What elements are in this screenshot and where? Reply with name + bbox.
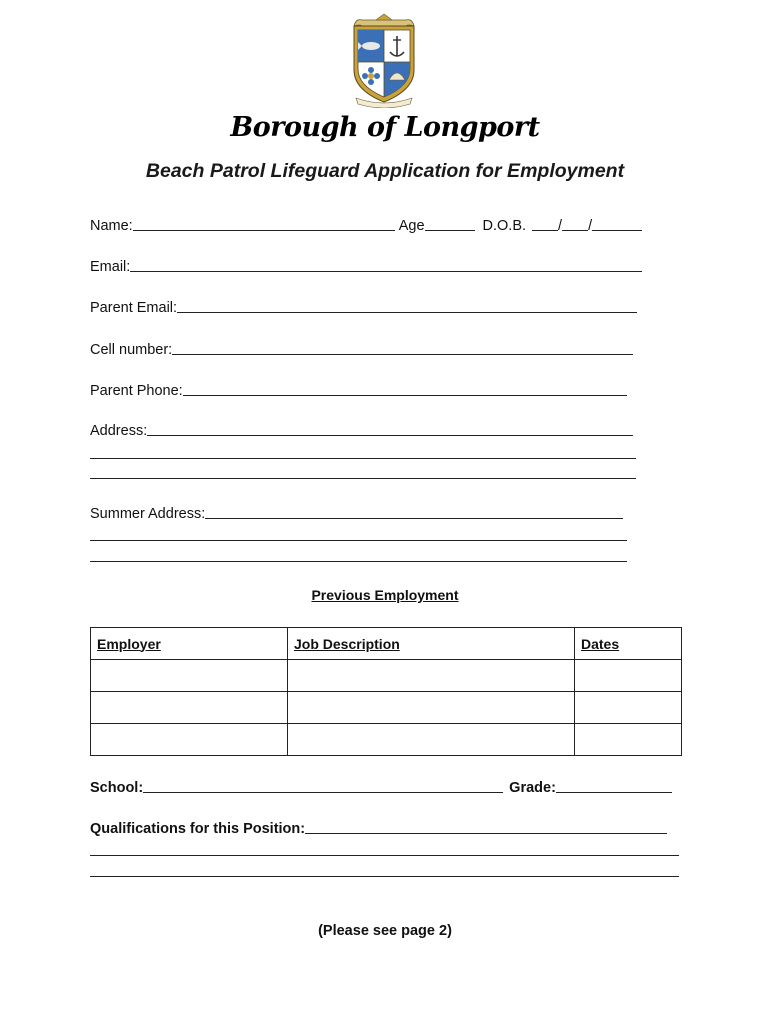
qualifications-line-2[interactable] [90,855,679,856]
table-header-row [91,628,682,660]
dates-cell[interactable] [575,660,682,692]
dob-separator: / [558,218,563,234]
table-row [91,660,682,692]
cell-number-row [90,340,633,358]
address-field[interactable] [147,421,633,436]
grade-label: Grade: [509,780,556,796]
summer-address-field[interactable] [205,504,623,519]
document-subtitle: Beach Patrol Lifeguard Application for Employment [145,160,625,182]
school-field[interactable] [143,778,503,793]
column-header-dates: Dates [575,628,682,660]
table-row [91,724,682,756]
previous-employment-heading: Previous Employment [311,587,459,603]
summer-address-line-3[interactable] [90,561,627,562]
name-age-dob-row [90,216,642,234]
qualifications-label: Qualifications for this Position: [90,821,306,837]
column-header-job-description: Job Description [288,628,575,660]
table-row [91,692,682,724]
address-label: Address: [90,423,148,439]
summer-address-label: Summer Address: [90,506,206,522]
address-line-2[interactable] [90,458,636,459]
qualifications-line-3[interactable] [90,876,679,877]
dates-cell[interactable] [575,692,682,724]
employer-cell[interactable] [91,724,288,756]
summer-address-row [90,504,623,522]
address-row [90,421,633,439]
job-description-cell[interactable] [288,660,575,692]
dates-cell[interactable] [575,724,682,756]
name-field[interactable] [133,216,395,231]
age-label: Age [398,218,425,234]
age-field[interactable] [425,216,475,231]
cell-number-field[interactable] [172,340,633,355]
parent-email-field[interactable] [177,298,637,313]
email-label: Email: [90,259,131,275]
parent-phone-label: Parent Phone: [90,383,183,399]
parent-email-row [90,298,637,316]
previous-employment-table [90,627,682,756]
name-label: Name: [90,218,133,234]
parent-phone-row [90,381,627,399]
borough-crest-icon [346,12,422,108]
cell-number-label: Cell number: [90,342,173,358]
school-label: School: [90,780,144,796]
dob-day-field[interactable] [562,216,588,231]
dob-year-field[interactable] [592,216,642,231]
qualifications-field[interactable] [305,819,667,834]
employer-cell[interactable] [91,660,288,692]
school-grade-row [90,778,672,796]
parent-email-label: Parent Email: [90,300,178,316]
dob-separator: / [588,218,593,234]
address-line-3[interactable] [90,478,636,479]
dob-month-field[interactable] [532,216,558,231]
email-row [90,257,642,275]
dob-label: D.O.B. [482,218,527,234]
employer-cell[interactable] [91,692,288,724]
grade-field[interactable] [556,778,672,793]
page-continuation-note: (Please see page 2) [318,923,452,939]
parent-phone-field[interactable] [183,381,627,396]
document-title: Borough of Longport [230,112,540,143]
qualifications-row [90,819,667,837]
job-description-cell[interactable] [288,692,575,724]
email-field[interactable] [130,257,642,272]
summer-address-line-2[interactable] [90,540,627,541]
job-description-cell[interactable] [288,724,575,756]
column-header-employer: Employer [91,628,288,660]
